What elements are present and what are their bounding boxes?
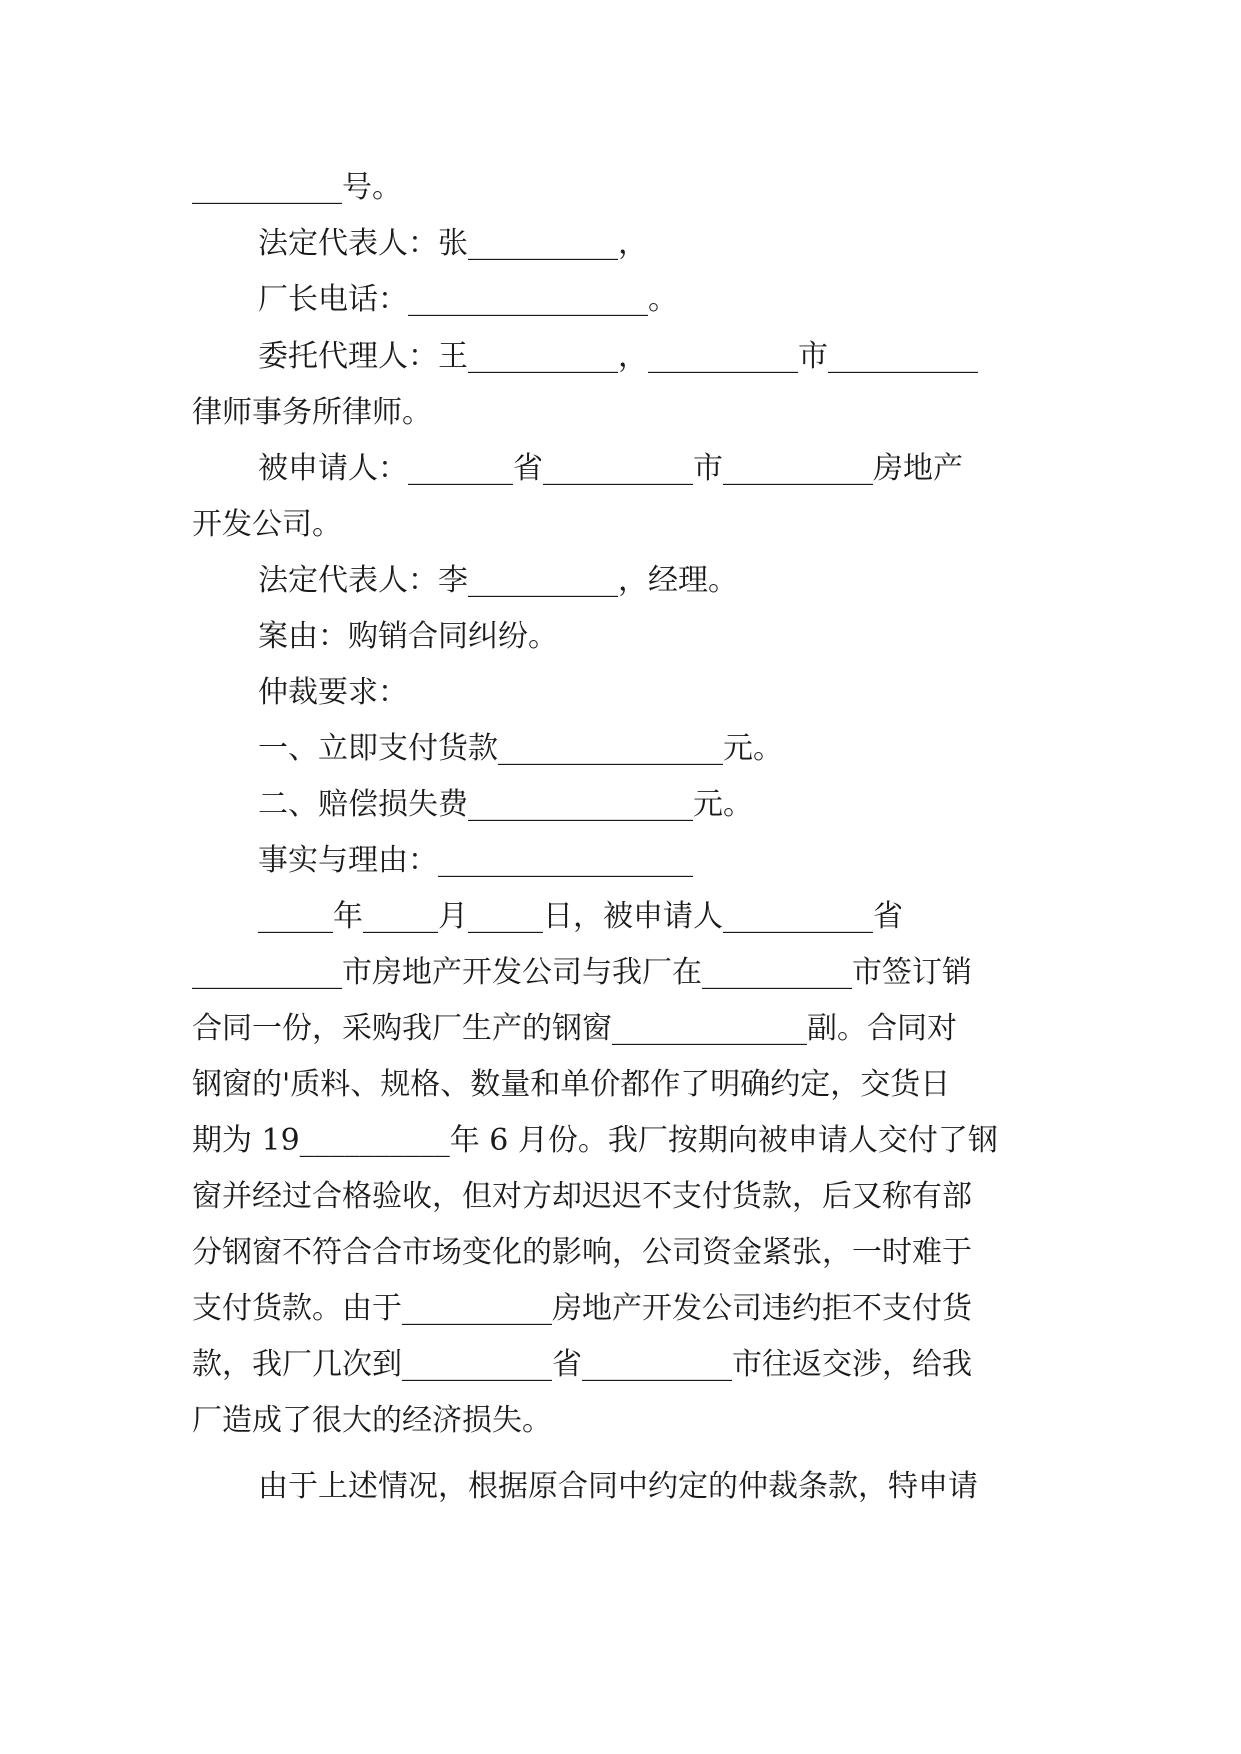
- text-line-18: 期为 19__________年 6 月份。我厂按期向被申请人交付了钢: [192, 1123, 998, 1158]
- text-line-17: 钢窗的'质料、规格、数量和单价都作了明确约定，交货日: [192, 1067, 951, 1102]
- text-line-1: __________号。: [192, 170, 402, 205]
- text-line-19: 窗并经过合格验收，但对方却迟迟不支付货款，后又称有部: [192, 1179, 972, 1214]
- text-line-5: 律师事务所律师。: [192, 395, 432, 430]
- text-line-2: 法定代表人：张__________，: [258, 226, 648, 261]
- text-line-20: 分钢窗不符合合市场变化的影响，公司资金紧张，一时难于: [192, 1235, 972, 1270]
- text-line-9: 案由：购销合同纠纷。: [258, 619, 558, 654]
- text-line-24: 由于上述情况，根据原合同中约定的仲裁条款，特申请: [258, 1469, 978, 1504]
- text-line-6: 被申请人：_______省__________市__________房地产: [258, 451, 963, 486]
- text-line-11: 一、立即支付货款_______________元。: [258, 731, 783, 766]
- text-line-10: 仲裁要求：: [258, 675, 408, 710]
- text-line-8: 法定代表人：李__________，经理。: [258, 563, 738, 598]
- text-line-21: 支付货款。由于__________房地产开发公司违约拒不支付货: [192, 1291, 972, 1326]
- text-line-14: _____年_____月_____日，被申请人__________省: [258, 899, 903, 934]
- text-line-13: 事实与理由：_________________: [258, 843, 693, 878]
- text-line-23: 厂造成了很大的经济损失。: [192, 1403, 552, 1438]
- text-line-12: 二、赔偿损失费_______________元。: [258, 787, 753, 822]
- text-line-15: __________市房地产开发公司与我厂在__________市签订销: [192, 955, 972, 990]
- text-line-22: 款，我厂几次到__________省__________市往返交涉，给我: [192, 1347, 972, 1382]
- text-line-3: 厂长电话：________________。: [258, 282, 678, 317]
- text-line-7: 开发公司。: [192, 507, 342, 542]
- text-line-4: 委托代理人：王__________，__________市__________: [258, 339, 978, 374]
- text-line-16: 合同一份，采购我厂生产的钢窗_____________副。合同对: [192, 1011, 957, 1046]
